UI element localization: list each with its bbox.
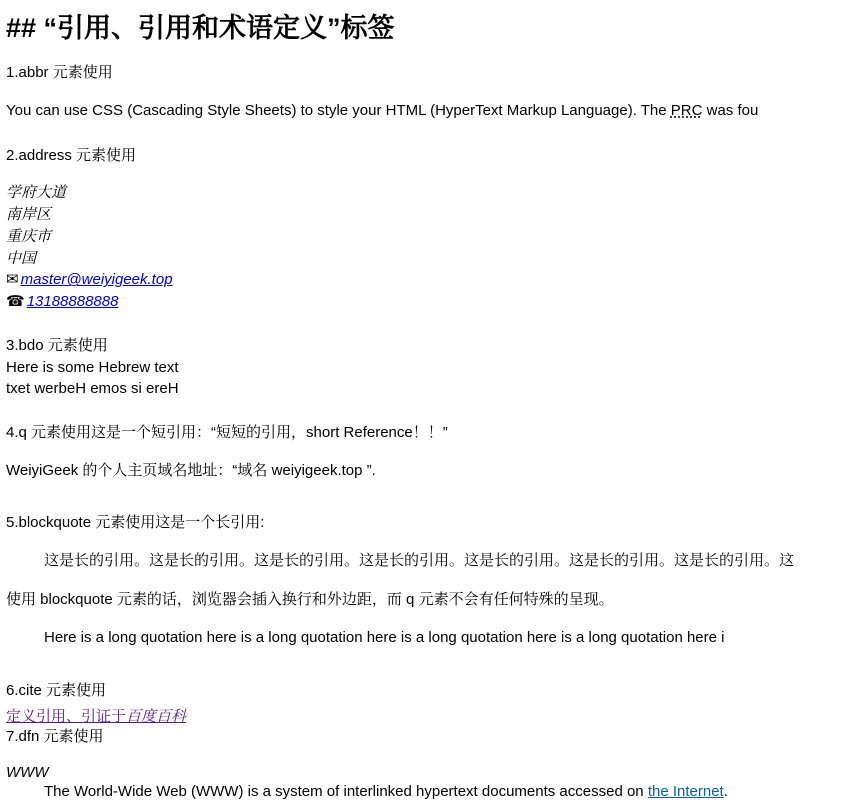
phone-icon: ☎ — [6, 293, 25, 311]
abbr-text-before: You can use CSS (Cascading Style Sheets) to style your HTML (HyperText Markup Language). The — [6, 102, 671, 120]
email-link[interactable]: master@weiyigeek.top — [20, 271, 173, 289]
blockquote-english: Here is a long quotation here is a long quotation here is a long quotation here is a long quotation here i — [44, 629, 725, 647]
page-title: ## “引用、引用和术语定义”标签 — [6, 13, 395, 43]
address-line-4: 中国 — [6, 249, 37, 267]
dfn-definition-after: . — [723, 783, 728, 801]
blockquote-chinese: 这是长的引用。这是长的引用。这是长的引用。这是长的引用。这是长的引用。这是长的引用。这是长的引用。这 — [44, 552, 795, 570]
dfn-definition — [6, 781, 849, 802]
abbr-example-paragraph — [6, 100, 849, 123]
section-heading-dfn: 7.dfn 元素使用 — [6, 728, 104, 746]
abbr-element: PRC — [670, 102, 703, 120]
cite-source: 百度百科 — [126, 708, 187, 726]
cite-prefix: 定义引用、引证于 — [6, 708, 127, 726]
email-icon: ✉ — [6, 271, 19, 289]
phone-link[interactable]: 13188888888 — [26, 293, 119, 311]
bdo-normal-text: Here is some Hebrew text — [6, 358, 179, 376]
blockquote-note: 使用 blockquote 元素的话，浏览器会插入换行和外边距，而 q 元素不会有任何特殊的呈现。 — [6, 590, 614, 608]
address-block — [6, 182, 849, 313]
dfn-term: WWW — [6, 764, 49, 782]
cite-link[interactable] — [6, 708, 186, 725]
address-line-1: 学府大道 — [6, 184, 67, 202]
address-email-line — [6, 269, 849, 291]
section-heading-bdo: 3.bdo 元素使用 — [6, 336, 108, 354]
q-example-paragraph: WeiyiGeek 的个人主页域名地址：“域名 weiyigeek.top ”. — [6, 461, 376, 479]
internet-link[interactable]: the Internet — [647, 783, 724, 801]
address-line-2: 南岸区 — [6, 206, 52, 224]
section-heading-blockquote: 5.blockquote 元素使用这是一个长引用: — [6, 514, 265, 532]
abbr-text-after: was fou — [702, 102, 759, 120]
dfn-definition-before: The World-Wide Web (WWW) is a system of interlinked hypertext documents accessed on — [44, 783, 648, 801]
bdo-reversed-text: txet werbeH emos si ereH — [6, 380, 179, 398]
section-heading-address: 2.address 元素使用 — [6, 146, 137, 164]
address-phone-line — [6, 291, 849, 313]
section-heading-q: 4.q 元素使用这是一个短引用：“短短的引用，short Reference！！” — [6, 424, 448, 442]
section-heading-abbr: 1.abbr 元素使用 — [6, 64, 113, 82]
section-heading-cite: 6.cite 元素使用 — [6, 681, 107, 699]
address-line-3: 重庆市 — [6, 227, 52, 245]
